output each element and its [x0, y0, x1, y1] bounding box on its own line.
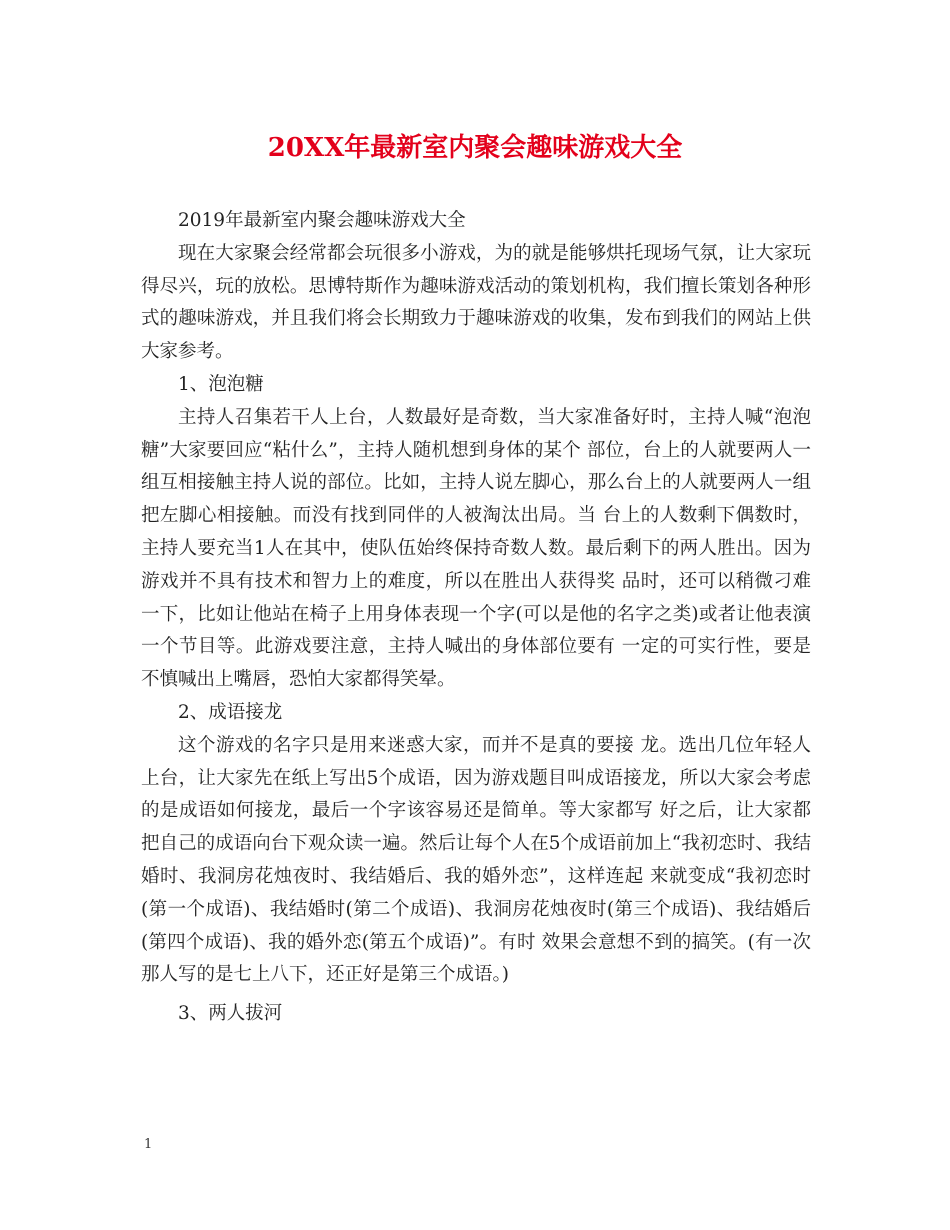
section-paragraph-1: 主持人召集若干人上台，人数最好是奇数，当大家准备好时，主持人喊“泡泡糖”大家要回应“粘什么”，主持人随机想到身体的某个 部位，台上的人就要两人一组互相接触主持人说的部位。比如，主持人说左脚心，那么台上的人就要两人一组把左脚心相接触。而没有找到同伴的人被淘汰出局。当 台上的人数剩下偶数时，主持人要充当1人在其中，使队伍始终保持奇数人数。最后剩下的两人胜出。因为游戏并不具有技术和智力上的难度，所以在胜出人获得奖 品时，还可以稍微刁难一下，比如让他站在椅子上用身体表现一个字(可以是他的名字之类)或者让他表演一个节目等。此游戏要注意，主持人喊出的身体部位要有 一定的可实行性，要是不慎喊出上嘴唇，恐怕大家都得笑晕。 — [141, 406, 811, 691]
intro-heading: 2019年最新室内聚会趣味游戏大全 — [178, 210, 466, 231]
section-heading-3: 3、两人拔河 — [178, 1003, 283, 1025]
section-heading-2: 2、成语接龙 — [178, 701, 283, 723]
section-heading-1: 1、泡泡糖 — [178, 373, 264, 395]
intro-paragraph: 现在大家聚会经常都会玩很多小游戏，为的就是能够烘托现场气氛，让大家玩得尽兴，玩的放松。思博特斯作为趣味游戏活动的策划机构，我们擅长策划各种形式的趣味游戏，并且我们将会长期致力于趣味游戏的收集，发布到我们的网站上供大家参考。 — [141, 242, 811, 363]
section-paragraph-2: 这个游戏的名字只是用来迷惑大家，而并不是真的要接 龙。选出几位年轻人上台，让大家先在纸上写出5个成语，因为游戏题目叫成语接龙，所以大家会考虑的是成语如何接龙，最后一个字该容易还是简单。等大家都写 好之后，让大家都把自己的成语向台下观众读一遍。然后让每个人在5个成语前加上“我初恋时、我结婚时、我洞房花烛夜时、我结婚后、我的婚外恋”，这样连起 来就变成“我初恋时(第一个成语)、我结婚时(第二个成语)、我洞房花烛夜时(第三个成语)、我结婚后(第四个成语)、我的婚外恋(第五个成语)”。有时 效果会意想不到的搞笑。(有一次那人写的是七上八下，还正好是第三个成语。) — [141, 734, 811, 986]
document-body — [141, 205, 811, 1031]
document-title: 20XX年最新室内聚会趣味游戏大全 — [267, 133, 683, 163]
page-number: 1 — [144, 1137, 153, 1152]
